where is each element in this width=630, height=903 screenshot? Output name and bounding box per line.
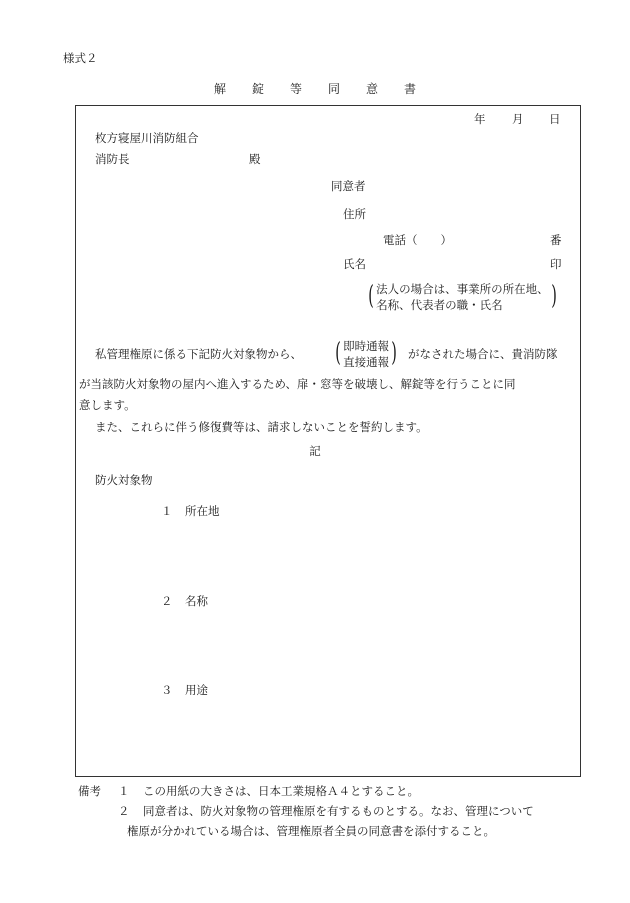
consenter-label: 同意者 [331,179,366,193]
item-number: １ [161,504,173,518]
seal-label: 印 [550,257,562,271]
date-day-label: 日 [549,112,561,126]
corporate-note-line: 法人の場合は、事業所の所在地、 [376,282,549,296]
recipient-honorific: 殿 [249,152,261,166]
close-paren: ) [391,338,398,368]
property-label: 防火対象物 [95,473,153,487]
phone-label: 電話（ ） [383,233,452,247]
body-text-line: 意します。 [79,398,136,412]
document-title: 解錠等同意書 [213,82,442,96]
remarks-label: 備考 [78,784,101,798]
name-label: 氏名 [343,257,366,271]
body-text-line: が当該防火対象物の屋内へ進入するため、扉・窓等を破壊し、解錠等を行うことに同 [79,377,516,391]
corporate-note [366,281,559,313]
item-label-location: 所在地 [185,504,220,518]
remark-text-continuation: 権原が分かれている場合は、管理権原者全員の同意書を添付すること。 [127,824,495,838]
corporate-note-line: 名称、代表者の職・氏名 [376,298,503,312]
address-label: 住所 [343,207,366,221]
phone-number-suffix: 番 [550,233,562,247]
date-year-label: 年 [474,112,486,126]
notice-options [333,338,399,370]
recipient-title: 消防長 [95,152,130,166]
item-number: ２ [161,594,173,608]
form-frame [75,105,581,777]
open-paren: ( [335,338,341,368]
form-number: 様式２ [63,51,98,65]
item-label-use: 用途 [185,683,208,697]
close-paren: ) [550,281,557,311]
remark-number: ２ [118,804,130,818]
body-text-line: がなされた場合に、貴消防隊 [408,347,558,361]
notice-option: 直接通報 [343,355,390,369]
notice-option: 即時通報 [343,339,390,353]
item-label-name: 名称 [185,594,208,608]
remark-number: １ [118,784,130,798]
date-month-label: 月 [512,112,524,126]
remark-text: この用紙の大きさは、日本工業規格Ａ４とすること。 [143,784,419,798]
remark-text: 同意者は、防火対象物の管理権原を有するものとする。なお、管理について [143,804,534,818]
recipient-organization: 枚方寝屋川消防組合 [95,131,199,145]
body-text-line: また、これらに伴う修復費等は、請求しないことを誓約します。 [95,420,428,434]
body-text-line: 私管理権原に係る下記防火対象物から、 [95,347,302,361]
ki-label: 記 [309,444,321,458]
item-number: ３ [161,683,173,697]
open-paren: ( [368,281,374,311]
